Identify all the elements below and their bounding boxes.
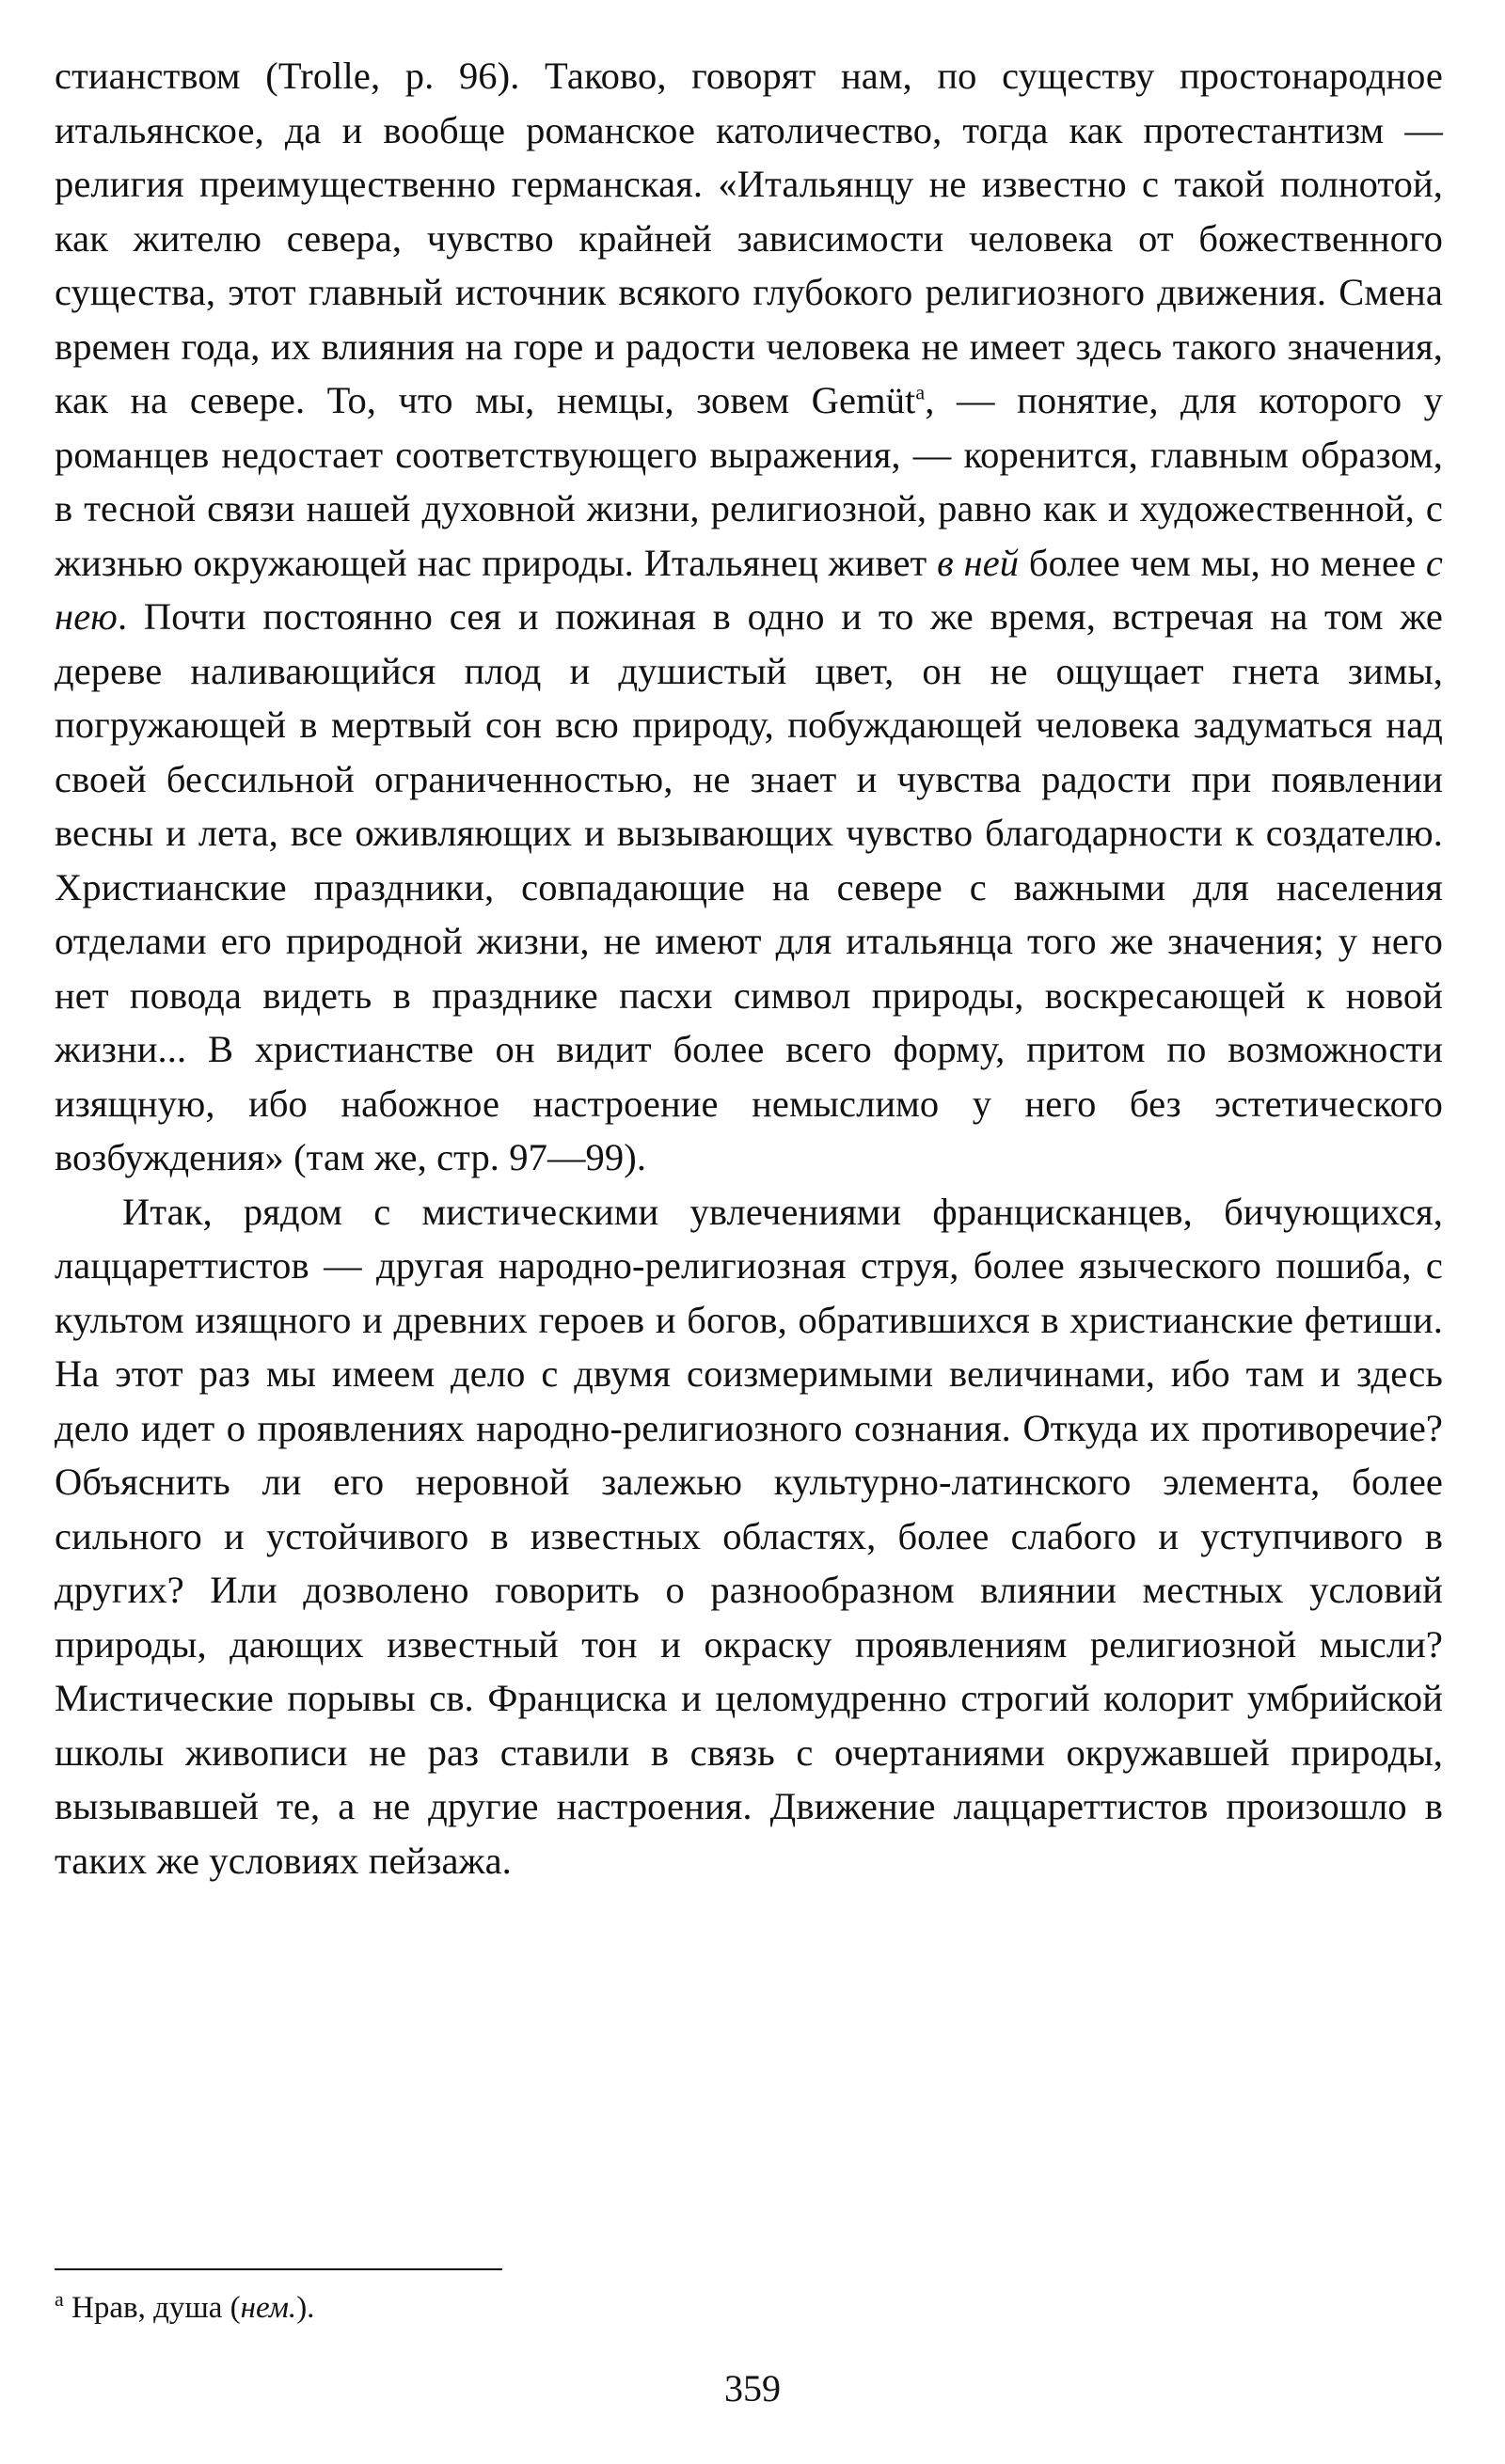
footnote-reference: а [915, 380, 926, 404]
italic-phrase-1: в ней [937, 541, 1020, 584]
footnote-italic: нем. [240, 2291, 297, 2325]
footnote-divider [55, 2268, 502, 2270]
page-body [55, 49, 1443, 1887]
paragraph-1 [55, 49, 1443, 1185]
footnote [55, 2287, 901, 2329]
paragraph-1-text-a: стианством (Trolle, p. 96). Таково, говорят нам, по существу простонародное итальянское, да и вообще романское католичество, тогда как протестантизм — религия преимущественно германская. «Итальянцу не известно с такой полнотой, как жителю севера, чувство крайней зависимости человека от божественного существа, этот главный источник всякого глубокого религиозного движения. Смена времен года, их влияния на горе и радости человека не имеет здесь такого значения, как на севере. То, что мы, немцы, зовем Gemüt [55, 55, 1443, 421]
footnote-text: Нрав, душа ( [63, 2291, 241, 2325]
page-number: 359 [724, 2367, 781, 2409]
paragraph-1-text-b: , — понятие, для которого у романцев недостает соответствующего выражения, — коренится, главным образом, в тесной связи нашей духовной жизни, религиозной, равно как и художественной, с жизнью окружающей нас природы. Итальянец живет [55, 379, 1444, 584]
footnote-marker: а [55, 2287, 64, 2311]
paragraph-1-text-c: более чем мы, но менее [1019, 541, 1426, 584]
italic-phrase-2: с нею [55, 541, 1443, 638]
paragraph-1-text-d: . Почти постоянно сея и пожиная в одно и то же время, встречая на том же дереве наливающийся плод и душистый цвет, он не ощущает гнета зимы, погружающей в мертвый сон всю природу, побуждающей человека задуматься над своей бессильной ограниченностью, не знает и чувства радости при появлении весны и лета, все оживляющих и вызывающих чувство благодарности к создателю. Христианские праздники, совпадающие на севере с важными для населения отделами его природной жизни, не имеют для итальянца того же значения; у него нет повода видеть в празднике пасхи символ природы, воскресающей к новой жизни... В христианстве он видит более всего форму, притом по возможности изящную, ибо набожное настроение немыслимо у него без эстетического возбуждения» (там же, стр. 97—99). [55, 595, 1443, 1178]
paragraph-2: Итак, рядом с мистическими увлечениями францисканцев, бичующихся, лаццареттистов — другая народно-религиозная струя, более языческого пошиба, с культом изящного и древних героев и богов, обратившихся в христианские фетиши. На этот раз мы имеем дело с двумя соизмеримыми величинами, ибо там и здесь дело идет о проявлениях народно-религиозного сознания. Откуда их противоречие? Объяснить ли его неровной залежью культурно-латинского элемента, более сильного и устойчивого в известных областях, более слабого и уступчивого в других? Или дозволено говорить о разнообразном влиянии местных условий природы, дающих известный тон и окраску проявлениям религиозной мысли? Мистические порывы св. Франциска и целомудренно строгий колорит умбрийской школы живописи не раз ставили в связь с очертаниями окружавшей природы, вызывавшей те, а не другие настроения. Движение лаццареттистов произошло в таких же условиях пейзажа. [55, 1190, 1443, 1882]
footnote-tail: ). [296, 2291, 315, 2325]
